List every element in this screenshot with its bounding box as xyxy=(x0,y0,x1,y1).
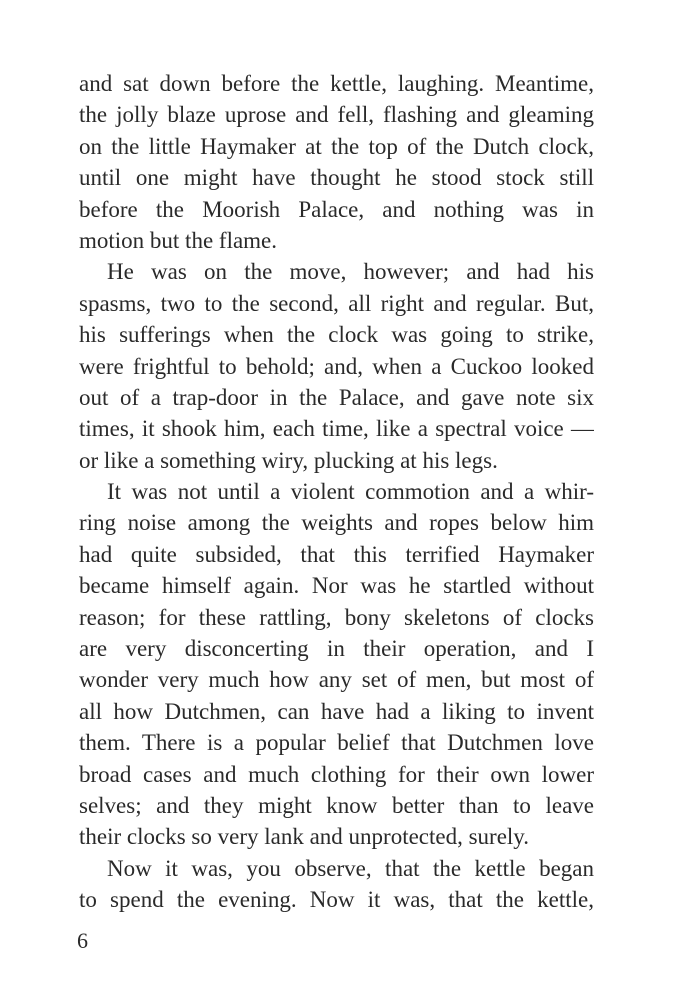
body-text xyxy=(79,68,594,916)
text-line: his sufferings when the clock was going to strike, xyxy=(79,322,594,348)
text-line: out of a trap-door in the Palace, and gave note six xyxy=(79,384,594,410)
text-line: became himself again. Nor was he startled without xyxy=(79,573,594,599)
text-line: on the little Haymaker at the top of the Dutch clock, xyxy=(79,133,594,159)
text-line: and sat down before the kettle, laughing. Meantime, xyxy=(79,71,594,96)
text-line: the jolly blaze uprose and fell, flashing and gleaming xyxy=(79,102,594,128)
text-line: broad cases and much clothing for their own lower xyxy=(79,761,594,787)
text-line: selves; and they might know better than to leave xyxy=(79,792,594,818)
text-line: had quite subsided, that this terrified Haymaker xyxy=(79,541,594,567)
text-line: are very disconcerting in their operation, and I xyxy=(79,636,594,662)
text-line: or like a something wiry, plucking at his legs. xyxy=(79,447,498,473)
text-line: ring noise among the weights and ropes below him xyxy=(79,510,594,536)
page-number: 6 xyxy=(77,928,88,953)
text-line: to spend the evening. Now it was, that the kettle, xyxy=(79,887,594,913)
text-line: them. There is a popular belief that Dutchmen love xyxy=(79,730,594,756)
text-line: spasms, two to the second, all right and regular. But, xyxy=(79,290,594,316)
text-line: were frightful to behold; and, when a Cuckoo looked xyxy=(79,353,594,379)
text-line: times, it shook him, each time, like a spectral voice — xyxy=(79,416,594,442)
text-line: motion but the flame. xyxy=(79,227,278,253)
text-line: It was not until a violent commotion and a whir- xyxy=(107,479,594,505)
text-line: He was on the move, however; and had his xyxy=(107,259,594,285)
text-line: until one might have thought he stood stock still xyxy=(79,165,594,191)
text-line: wonder very much how any set of men, but most of xyxy=(79,667,594,693)
text-line: their clocks so very lank and unprotected, surely. xyxy=(79,824,530,850)
text-line: Now it was, you observe, that the kettle began xyxy=(107,855,594,881)
text-line: before the Moorish Palace, and nothing was in xyxy=(79,196,594,222)
text-line: reason; for these rattling, bony skeletons of clocks xyxy=(79,604,594,630)
text-line: all how Dutchmen, can have had a liking to invent xyxy=(79,698,594,724)
